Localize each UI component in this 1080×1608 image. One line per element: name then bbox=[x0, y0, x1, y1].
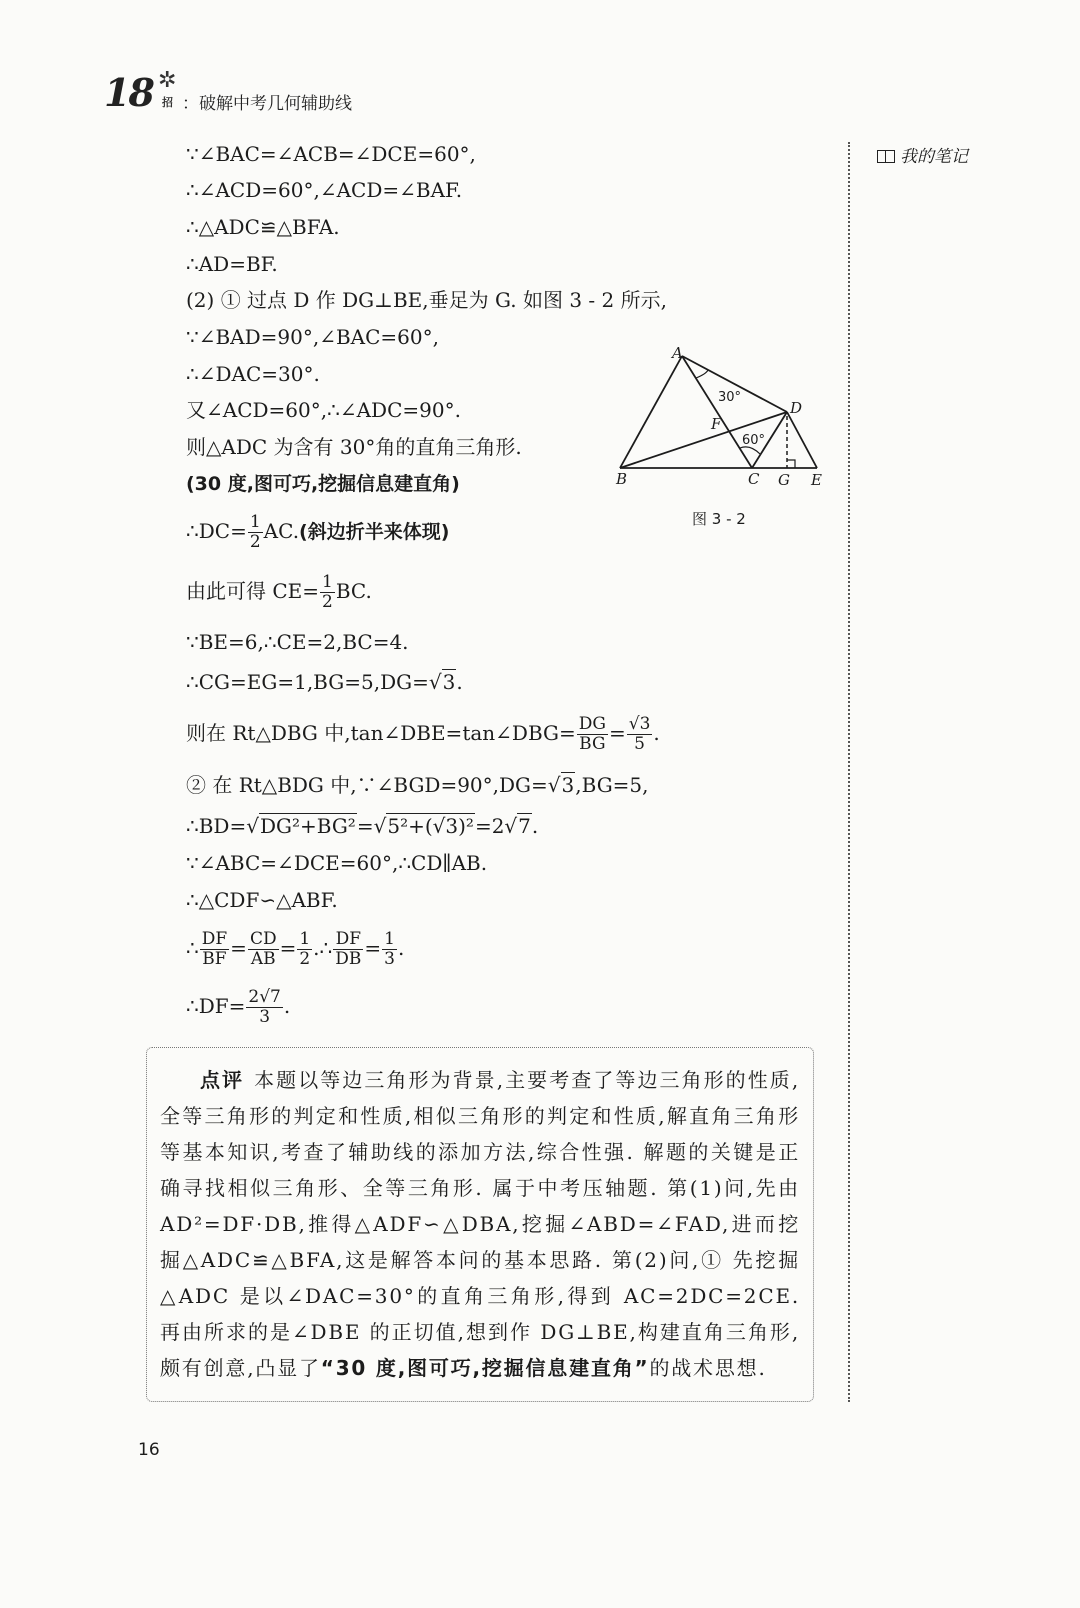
text: ∴CG=EG=1,BG=5,DG=√ bbox=[186, 670, 442, 694]
text: ∴BD=√ bbox=[186, 814, 259, 838]
solution-line: 又∠ACD=60°,∴∠ADC=90°. bbox=[186, 398, 461, 422]
numerator: CD bbox=[249, 929, 277, 949]
numerator: DF bbox=[333, 930, 363, 950]
denominator: 2 bbox=[322, 592, 333, 612]
solution-line: ∵BE=6,∴CE=2,BC=4. bbox=[186, 630, 409, 654]
fraction-root3-5 bbox=[627, 715, 653, 754]
figure-caption: 图 3 - 2 bbox=[692, 510, 746, 528]
solution-line: ∴AD=BF. bbox=[186, 252, 278, 276]
comment-text bbox=[160, 1062, 800, 1386]
numerator: 1 bbox=[299, 929, 311, 949]
text: ② 在 Rt△BDG 中,∵∠BGD=90°,DG=√ bbox=[186, 773, 561, 797]
radicand: 7 bbox=[518, 814, 531, 838]
my-notes-heading bbox=[877, 142, 968, 167]
label-60-degrees: 60° bbox=[742, 433, 766, 448]
label-b: B bbox=[616, 470, 628, 488]
text: ∴ bbox=[186, 936, 199, 960]
denominator: 2 bbox=[299, 949, 311, 969]
header-star-icon: ✲ bbox=[158, 68, 177, 93]
header-number: 18 bbox=[104, 70, 153, 115]
page-number: 16 bbox=[138, 1440, 160, 1460]
solution-line-bd bbox=[186, 812, 538, 840]
text: . bbox=[283, 994, 291, 1018]
denominator: BG bbox=[579, 734, 606, 754]
label-g: G bbox=[778, 471, 790, 489]
header-zhao: 招 bbox=[162, 96, 173, 109]
numerator: DF bbox=[201, 929, 228, 949]
fraction-half bbox=[248, 513, 263, 552]
solution-line-dc bbox=[186, 513, 449, 552]
radicand: 3 bbox=[561, 773, 575, 797]
text: = bbox=[230, 936, 247, 960]
segment-ac bbox=[682, 356, 752, 468]
text: ∴DF= bbox=[186, 994, 246, 1018]
numerator: √3 bbox=[628, 714, 651, 734]
label-e: E bbox=[811, 471, 822, 489]
denominator: DB bbox=[335, 949, 362, 969]
comment-quote: “30 度,图可巧,挖掘信息建直角” bbox=[320, 1356, 650, 1380]
denominator: 3 bbox=[384, 949, 395, 969]
text: . bbox=[531, 814, 539, 838]
solution-line-tan bbox=[186, 715, 660, 754]
text: AC. bbox=[263, 519, 300, 543]
text: . bbox=[653, 721, 660, 745]
label-d: D bbox=[790, 399, 803, 417]
solution-line: ∴△ADC≌△BFA. bbox=[186, 215, 340, 239]
radicand: DG²+BG² bbox=[259, 814, 356, 838]
text: ,BG=5, bbox=[575, 773, 649, 797]
my-notes-label: 我的笔记 bbox=[900, 147, 968, 167]
numerator: DG bbox=[578, 714, 606, 734]
text: =√ bbox=[356, 814, 387, 838]
numerator: 1 bbox=[322, 572, 333, 592]
fraction-df-bf bbox=[200, 930, 229, 969]
fraction-answer bbox=[246, 988, 282, 1027]
text: = bbox=[608, 721, 626, 745]
text: = bbox=[279, 936, 297, 960]
radicand: 3 bbox=[442, 670, 456, 694]
solution-line-bdg bbox=[186, 771, 649, 799]
solution-line-ce bbox=[186, 573, 372, 612]
solution-line-df bbox=[186, 988, 290, 1027]
text: 则在 Rt△DBG 中,tan∠DBE=tan∠DBG= bbox=[186, 721, 576, 745]
numerator: 2√7 bbox=[248, 987, 281, 1007]
label-c: C bbox=[748, 470, 760, 488]
comment-body: 本题以等边三角形为背景,主要考查了等边三角形的性质,全等三角形的判定和性质,相似三角形的判定和性质,解直角三角形等基本知识,考查了辅助线的添加方法,综合性强. 解题的关键是正确寻找相似三角形、全等三角形. 属于中考压轴题. 第(1)问,先由 AD²=DF·DB,推得△ADF∽△DBA,挖掘∠ABD=∠FAD,进而挖掘△ADC≌△BFA,这是解答本问的基本思路. 第(2)问,① 先挖掘△ADC 是以∠DAC=30°的直角三角形,得到 AC=2DC=2CE. 再由所求的是∠DBE 的正切值,想到作 DG⊥BE,构建直角三角形,颇有创意,凸显了 bbox=[160, 1068, 800, 1380]
notes-divider bbox=[848, 142, 850, 1402]
solution-line: ∵∠BAD=90°,∠BAC=60°, bbox=[186, 325, 439, 349]
label-f: F bbox=[711, 415, 722, 433]
text: = bbox=[364, 936, 382, 960]
hint-text: (斜边折半来体现) bbox=[299, 521, 450, 543]
header-title: ：破解中考几何辅助线 bbox=[182, 94, 352, 114]
label-a: A bbox=[672, 344, 683, 362]
geometry-figure bbox=[612, 340, 837, 500]
solution-line-ratio bbox=[186, 930, 404, 969]
comment-tail: 的战术思想. bbox=[649, 1356, 767, 1380]
solution-line-cg bbox=[186, 668, 463, 696]
fraction-dg-bg bbox=[577, 715, 608, 754]
denominator: BF bbox=[202, 949, 227, 969]
solution-line: ∴∠ACD=60°,∠ACD=∠BAF. bbox=[186, 178, 463, 202]
denominator: 3 bbox=[259, 1007, 271, 1027]
solution-line: (2) ① 过点 D 作 DG⊥BE,垂足为 G. 如图 3 - 2 所示, bbox=[186, 288, 667, 312]
hint-line: (30 度,图可巧,挖掘信息建直角) bbox=[186, 473, 460, 495]
text: ∴DC= bbox=[186, 519, 247, 543]
book-icon bbox=[877, 150, 895, 163]
fraction-cd-ab bbox=[248, 930, 279, 969]
numerator: 1 bbox=[384, 929, 395, 949]
fraction-half bbox=[297, 930, 312, 969]
radicand: 5²+(√3)² bbox=[387, 814, 474, 838]
fraction-df-db bbox=[333, 930, 363, 969]
text: .∴ bbox=[313, 936, 333, 960]
denominator: AB bbox=[250, 949, 276, 969]
denominator: 2 bbox=[249, 532, 261, 552]
denominator: 5 bbox=[634, 734, 645, 754]
comment-lead: 点评 bbox=[200, 1068, 245, 1092]
text: 由此可得 CE= bbox=[186, 579, 320, 603]
solution-line: ∵∠ABC=∠DCE=60°,∴CD∥AB. bbox=[186, 851, 488, 875]
text: . bbox=[397, 936, 405, 960]
solution-line: 则△ADC 为含有 30°角的直角三角形. bbox=[186, 435, 522, 459]
solution-line: ∵∠BAC=∠ACB=∠DCE=60°, bbox=[186, 142, 476, 166]
angle-arc-30 bbox=[696, 370, 708, 378]
text: =2√ bbox=[474, 814, 518, 838]
fraction-half bbox=[320, 573, 335, 612]
numerator: 1 bbox=[249, 512, 261, 532]
text: BC. bbox=[335, 579, 372, 603]
right-angle-mark bbox=[787, 460, 795, 468]
solution-line: ∴△CDF∽△ABF. bbox=[186, 888, 338, 912]
text: . bbox=[456, 670, 463, 694]
label-30-degrees: 30° bbox=[718, 390, 742, 405]
solution-line: ∴∠DAC=30°. bbox=[186, 362, 320, 386]
fraction-third bbox=[382, 930, 397, 969]
